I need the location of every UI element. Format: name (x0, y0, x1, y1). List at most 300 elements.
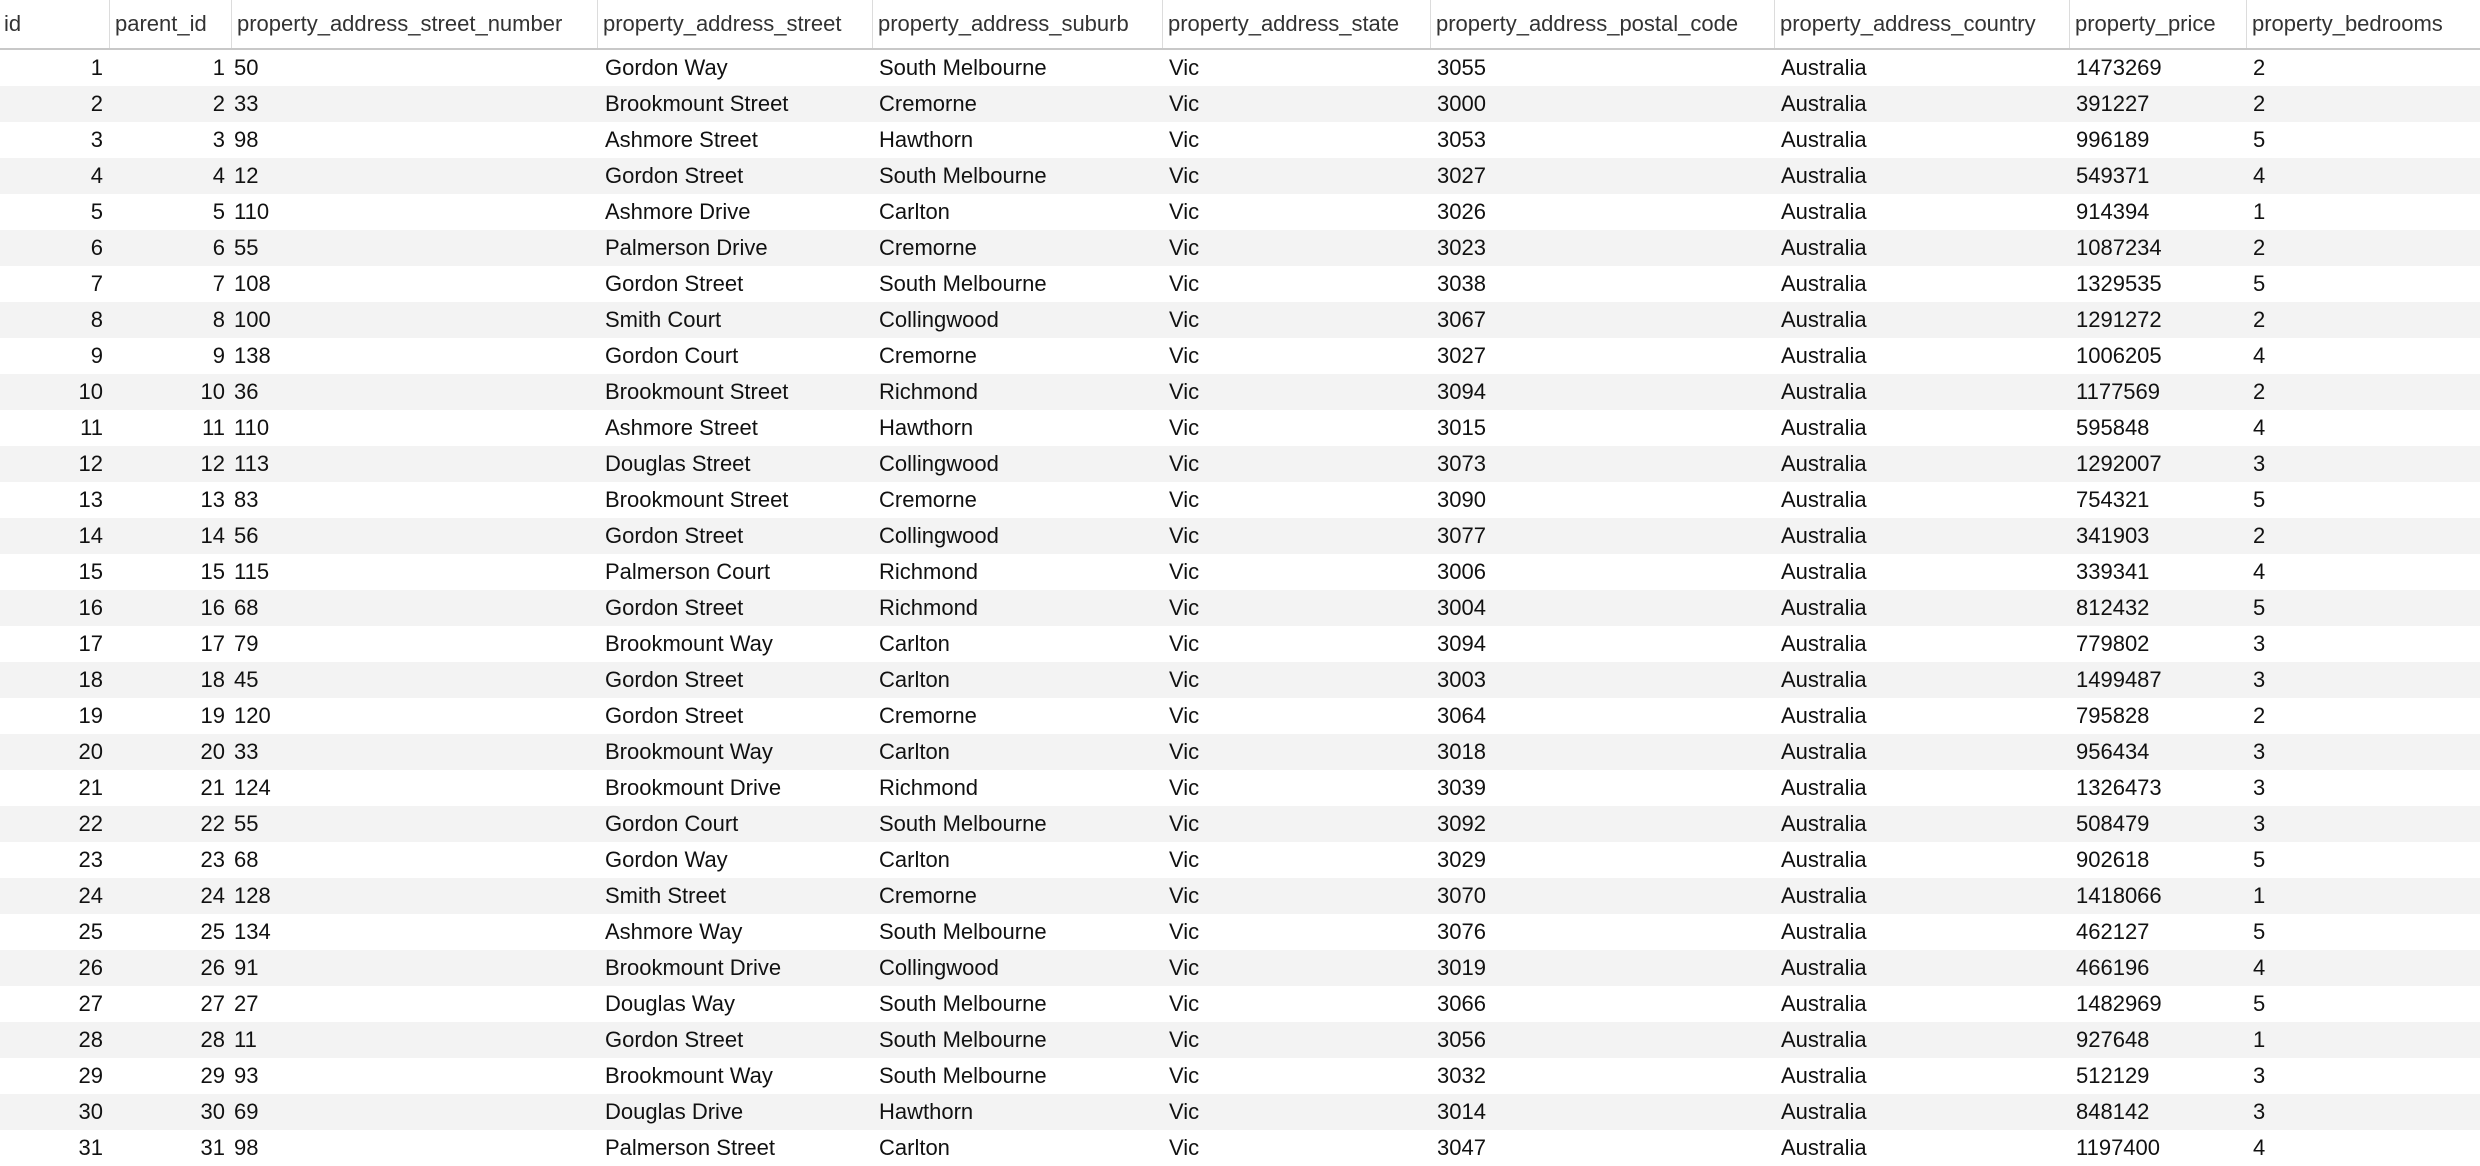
table-row[interactable] (0, 554, 2480, 590)
cell-col-parent-id[interactable]: 23 (200, 847, 225, 872)
cell-col-suburb[interactable]: South Melbourne (879, 55, 1047, 80)
cell-col-street[interactable]: Douglas Way (605, 991, 736, 1016)
cell-col-street-number[interactable]: 91 (234, 955, 259, 980)
cell-col-state[interactable]: Vic (1169, 55, 1200, 80)
cell-col-country[interactable]: Australia (1781, 991, 1867, 1016)
cell-col-suburb[interactable]: Carlton (879, 847, 950, 872)
cell-col-street[interactable]: Brookmount Way (605, 1063, 773, 1088)
cell-col-parent-id[interactable]: 21 (200, 775, 225, 800)
cell-col-street-number[interactable]: 100 (234, 307, 271, 332)
cell-col-state[interactable]: Vic (1169, 595, 1200, 620)
cell-col-price[interactable]: 512129 (2076, 1063, 2150, 1088)
cell-col-country[interactable]: Australia (1781, 811, 1867, 836)
cell-col-bedrooms[interactable]: 5 (2253, 271, 2266, 296)
cell-col-postal-code[interactable]: 3014 (1437, 1099, 1486, 1124)
cell-col-price[interactable]: 1499487 (2076, 667, 2162, 692)
cell-col-price[interactable]: 812432 (2076, 595, 2150, 620)
cell-col-country[interactable]: Australia (1781, 55, 1867, 80)
cell-col-street[interactable]: Gordon Way (605, 847, 728, 872)
cell-col-street[interactable]: Brookmount Street (605, 379, 789, 404)
cell-col-id[interactable]: 23 (78, 847, 103, 872)
cell-col-parent-id[interactable]: 7 (212, 271, 225, 296)
cell-col-suburb[interactable]: Cremorne (879, 343, 977, 368)
table-row[interactable] (0, 230, 2480, 266)
cell-col-id[interactable]: 18 (78, 667, 103, 692)
cell-col-country[interactable]: Australia (1781, 775, 1867, 800)
cell-col-suburb[interactable]: South Melbourne (879, 163, 1047, 188)
cell-col-parent-id[interactable]: 8 (212, 307, 225, 332)
cell-col-state[interactable]: Vic (1169, 775, 1200, 800)
cell-col-price[interactable]: 1482969 (2076, 991, 2162, 1016)
cell-col-bedrooms[interactable]: 5 (2253, 127, 2266, 152)
cell-col-country[interactable]: Australia (1781, 91, 1867, 116)
cell-col-postal-code[interactable]: 3029 (1437, 847, 1486, 872)
header-col-id[interactable]: id (0, 0, 110, 48)
cell-col-id[interactable]: 5 (90, 199, 103, 224)
cell-col-suburb[interactable]: South Melbourne (879, 1027, 1047, 1052)
cell-col-state[interactable]: Vic (1169, 1099, 1200, 1124)
cell-col-id[interactable]: 25 (78, 919, 103, 944)
cell-col-id[interactable]: 12 (78, 451, 103, 476)
cell-col-bedrooms[interactable]: 2 (2253, 703, 2266, 728)
cell-col-parent-id[interactable]: 18 (200, 667, 225, 692)
cell-col-parent-id[interactable]: 15 (200, 559, 225, 584)
cell-col-parent-id[interactable]: 29 (200, 1063, 225, 1088)
table-row[interactable] (0, 338, 2480, 374)
cell-col-street[interactable]: Brookmount Street (605, 91, 789, 116)
cell-col-bedrooms[interactable]: 2 (2253, 379, 2266, 404)
cell-col-street[interactable]: Gordon Court (605, 811, 739, 836)
cell-col-country[interactable]: Australia (1781, 523, 1867, 548)
cell-col-bedrooms[interactable]: 4 (2253, 343, 2266, 368)
cell-col-suburb[interactable]: Richmond (879, 559, 979, 584)
table-row[interactable] (0, 266, 2480, 302)
cell-col-postal-code[interactable]: 3066 (1437, 991, 1486, 1016)
header-col-bedrooms[interactable]: property_bedrooms (2252, 11, 2443, 36)
table-row[interactable] (0, 158, 2480, 194)
cell-col-suburb[interactable]: Cremorne (879, 883, 977, 908)
cell-col-parent-id[interactable]: 3 (212, 127, 225, 152)
cell-col-postal-code[interactable]: 3019 (1437, 955, 1486, 980)
cell-col-state[interactable]: Vic (1169, 559, 1200, 584)
cell-col-id[interactable]: 14 (78, 523, 103, 548)
table-row[interactable] (0, 410, 2480, 446)
cell-col-suburb[interactable]: South Melbourne (879, 919, 1047, 944)
cell-col-street[interactable]: Gordon Street (605, 1027, 744, 1052)
header-col-street[interactable]: property_address_street (598, 0, 873, 48)
table-row[interactable] (0, 914, 2480, 950)
cell-col-street-number[interactable]: 108 (234, 271, 271, 296)
cell-col-id[interactable]: 28 (78, 1027, 103, 1052)
cell-col-street[interactable]: Gordon Street (605, 163, 744, 188)
cell-col-street[interactable]: Gordon Street (605, 271, 744, 296)
cell-col-street-number[interactable]: 33 (234, 739, 259, 764)
cell-col-id[interactable]: 30 (78, 1099, 103, 1124)
header-col-parent-id[interactable]: parent_id (110, 0, 232, 48)
cell-col-suburb[interactable]: South Melbourne (879, 811, 1047, 836)
cell-col-street[interactable]: Douglas Drive (605, 1099, 744, 1124)
cell-col-street[interactable]: Brookmount Way (605, 739, 773, 764)
table-row[interactable] (0, 950, 2480, 986)
cell-col-price[interactable]: 996189 (2076, 127, 2150, 152)
cell-col-street[interactable]: Smith Street (605, 883, 727, 908)
cell-col-bedrooms[interactable]: 4 (2253, 955, 2266, 980)
cell-col-street[interactable]: Smith Court (605, 307, 722, 332)
cell-col-id[interactable]: 21 (78, 775, 103, 800)
table-row[interactable] (0, 482, 2480, 518)
cell-col-id[interactable]: 1 (90, 55, 103, 80)
cell-col-suburb[interactable]: Carlton (879, 631, 950, 656)
table-row[interactable] (0, 878, 2480, 914)
cell-col-street-number[interactable]: 68 (234, 595, 259, 620)
cell-col-country[interactable]: Australia (1781, 415, 1867, 440)
cell-col-suburb[interactable]: Richmond (879, 379, 979, 404)
cell-col-state[interactable]: Vic (1169, 91, 1200, 116)
cell-col-postal-code[interactable]: 3039 (1437, 775, 1486, 800)
table-row[interactable] (0, 302, 2480, 338)
cell-col-parent-id[interactable]: 9 (212, 343, 225, 368)
cell-col-street-number[interactable]: 55 (234, 811, 259, 836)
cell-col-postal-code[interactable]: 3004 (1437, 595, 1486, 620)
table-row[interactable] (0, 986, 2480, 1022)
cell-col-state[interactable]: Vic (1169, 163, 1200, 188)
cell-col-street-number[interactable]: 68 (234, 847, 259, 872)
cell-col-postal-code[interactable]: 3003 (1437, 667, 1486, 692)
cell-col-country[interactable]: Australia (1781, 955, 1867, 980)
table-row[interactable] (0, 446, 2480, 482)
header-col-country[interactable]: property_address_country (1775, 0, 2070, 48)
header-col-street-number[interactable]: property_address_street_number (232, 0, 598, 48)
cell-col-street-number[interactable]: 36 (234, 379, 259, 404)
cell-col-price[interactable]: 848142 (2076, 1099, 2150, 1124)
header-col-price[interactable]: property_price (2070, 0, 2247, 48)
cell-col-price[interactable]: 914394 (2076, 199, 2150, 224)
cell-col-state[interactable]: Vic (1169, 271, 1200, 296)
cell-col-postal-code[interactable]: 3026 (1437, 199, 1486, 224)
cell-col-street-number[interactable]: 138 (234, 343, 271, 368)
cell-col-suburb[interactable]: Cremorne (879, 91, 977, 116)
cell-col-suburb[interactable]: Hawthorn (879, 1099, 974, 1124)
cell-col-bedrooms[interactable]: 3 (2253, 739, 2266, 764)
cell-col-street[interactable]: Gordon Court (605, 343, 739, 368)
header-col-suburb[interactable]: property_address_suburb (873, 0, 1163, 48)
cell-col-bedrooms[interactable]: 2 (2253, 235, 2266, 260)
cell-col-street[interactable]: Gordon Street (605, 703, 744, 728)
cell-col-bedrooms[interactable]: 1 (2253, 199, 2266, 224)
cell-col-state[interactable]: Vic (1169, 703, 1200, 728)
cell-col-country[interactable]: Australia (1781, 451, 1867, 476)
cell-col-postal-code[interactable]: 3077 (1437, 523, 1486, 548)
cell-col-country[interactable]: Australia (1781, 343, 1867, 368)
cell-col-street-number[interactable]: 27 (234, 991, 259, 1016)
table-row[interactable] (0, 734, 2480, 770)
table-row[interactable] (0, 842, 2480, 878)
cell-col-state[interactable]: Vic (1169, 739, 1200, 764)
cell-col-bedrooms[interactable]: 5 (2253, 487, 2266, 512)
cell-col-parent-id[interactable]: 30 (200, 1099, 225, 1124)
cell-col-price[interactable]: 1291272 (2076, 307, 2162, 332)
cell-col-street-number[interactable]: 110 (234, 415, 270, 440)
cell-col-parent-id[interactable]: 31 (200, 1135, 225, 1160)
header-col-postal-code[interactable]: property_address_postal_code (1431, 0, 1775, 48)
cell-col-country[interactable]: Australia (1781, 199, 1867, 224)
cell-col-bedrooms[interactable]: 3 (2253, 631, 2266, 656)
table-row[interactable] (0, 1094, 2480, 1130)
cell-col-street-number[interactable]: 69 (234, 1099, 259, 1124)
cell-col-suburb[interactable]: Carlton (879, 667, 950, 692)
cell-col-postal-code[interactable]: 3056 (1437, 1027, 1486, 1052)
cell-col-suburb[interactable]: Carlton (879, 199, 950, 224)
cell-col-postal-code[interactable]: 3070 (1437, 883, 1486, 908)
header-col-state[interactable]: property_address_state (1163, 0, 1431, 48)
table-row[interactable] (0, 518, 2480, 554)
cell-col-suburb[interactable]: Carlton (879, 739, 950, 764)
cell-col-street-number[interactable]: 120 (234, 703, 271, 728)
cell-col-postal-code[interactable]: 3064 (1437, 703, 1486, 728)
cell-col-suburb[interactable]: Hawthorn (879, 127, 974, 152)
cell-col-price[interactable]: 1197400 (2076, 1135, 2161, 1160)
cell-col-postal-code[interactable]: 3076 (1437, 919, 1486, 944)
cell-col-state[interactable]: Vic (1169, 667, 1200, 692)
cell-col-parent-id[interactable]: 20 (200, 739, 225, 764)
cell-col-street-number[interactable]: 98 (234, 127, 259, 152)
cell-col-postal-code[interactable]: 3055 (1437, 55, 1486, 80)
cell-col-price[interactable]: 339341 (2076, 559, 2150, 584)
cell-col-street[interactable]: Brookmount Way (605, 631, 773, 656)
cell-col-id[interactable]: 26 (78, 955, 103, 980)
cell-col-id[interactable]: 22 (78, 811, 103, 836)
cell-col-postal-code[interactable]: 3023 (1437, 235, 1486, 260)
cell-col-street-number[interactable]: 115 (234, 559, 270, 584)
table-row[interactable] (0, 626, 2480, 662)
table-row[interactable] (0, 194, 2480, 230)
cell-col-country[interactable]: Australia (1781, 883, 1867, 908)
cell-col-state[interactable]: Vic (1169, 127, 1200, 152)
cell-col-country[interactable]: Australia (1781, 1063, 1867, 1088)
cell-col-parent-id[interactable]: 14 (200, 523, 225, 548)
cell-col-postal-code[interactable]: 3094 (1437, 379, 1486, 404)
cell-col-street-number[interactable]: 55 (234, 235, 259, 260)
cell-col-id[interactable]: 31 (78, 1135, 103, 1160)
cell-col-street-number[interactable]: 12 (234, 163, 259, 188)
table-row[interactable] (0, 1058, 2480, 1094)
cell-col-price[interactable]: 902618 (2076, 847, 2150, 872)
cell-col-street-number[interactable]: 128 (234, 883, 271, 908)
cell-col-price[interactable]: 779802 (2076, 631, 2150, 656)
cell-col-postal-code[interactable]: 3015 (1437, 415, 1486, 440)
cell-col-bedrooms[interactable]: 4 (2253, 1135, 2266, 1160)
cell-col-price[interactable]: 1292007 (2076, 451, 2162, 476)
cell-col-country[interactable]: Australia (1781, 559, 1867, 584)
cell-col-suburb[interactable]: South Melbourne (879, 1063, 1047, 1088)
cell-col-state[interactable]: Vic (1169, 1135, 1200, 1160)
cell-col-parent-id[interactable]: 16 (200, 595, 225, 620)
cell-col-state[interactable]: Vic (1169, 991, 1200, 1016)
cell-col-street-number[interactable]: 113 (234, 451, 270, 476)
cell-col-country[interactable]: Australia (1781, 631, 1867, 656)
cell-col-postal-code[interactable]: 3000 (1437, 91, 1486, 116)
table-row[interactable] (0, 662, 2480, 698)
cell-col-price[interactable]: 508479 (2076, 811, 2150, 836)
cell-col-suburb[interactable]: Richmond (879, 595, 979, 620)
cell-col-price[interactable]: 466196 (2076, 955, 2150, 980)
cell-col-parent-id[interactable]: 27 (200, 991, 225, 1016)
cell-col-parent-id[interactable]: 24 (200, 883, 225, 908)
cell-col-country[interactable]: Australia (1781, 487, 1867, 512)
cell-col-state[interactable]: Vic (1169, 631, 1200, 656)
cell-col-parent-id[interactable]: 5 (212, 199, 225, 224)
cell-col-street-number[interactable]: 98 (234, 1135, 259, 1160)
cell-col-price[interactable]: 1087234 (2076, 235, 2162, 260)
cell-col-parent-id[interactable]: 12 (200, 451, 225, 476)
cell-col-id[interactable]: 4 (90, 163, 103, 188)
cell-col-postal-code[interactable]: 3047 (1437, 1135, 1486, 1160)
cell-col-id[interactable]: 20 (78, 739, 103, 764)
cell-col-parent-id[interactable]: 1 (212, 55, 225, 80)
cell-col-country[interactable]: Australia (1781, 235, 1867, 260)
cell-col-price[interactable]: 754321 (2076, 487, 2150, 512)
table-row[interactable] (0, 806, 2480, 842)
cell-col-street[interactable]: Palmerson Street (605, 1135, 775, 1160)
cell-col-country[interactable]: Australia (1781, 1099, 1867, 1124)
table-row[interactable] (0, 86, 2480, 122)
cell-col-state[interactable]: Vic (1169, 487, 1200, 512)
cell-col-id[interactable]: 24 (78, 883, 103, 908)
table-row[interactable] (0, 698, 2480, 734)
cell-col-parent-id[interactable]: 28 (200, 1027, 225, 1052)
cell-col-bedrooms[interactable]: 1 (2253, 1027, 2266, 1052)
cell-col-suburb[interactable]: Cremorne (879, 703, 977, 728)
cell-col-street-number[interactable]: 33 (234, 91, 259, 116)
cell-col-bedrooms[interactable]: 2 (2253, 523, 2266, 548)
cell-col-parent-id[interactable]: 2 (212, 91, 225, 116)
cell-col-parent-id[interactable]: 4 (212, 163, 225, 188)
cell-col-parent-id[interactable]: 13 (200, 487, 225, 512)
cell-col-price[interactable]: 1177569 (2076, 379, 2161, 404)
cell-col-country[interactable]: Australia (1781, 703, 1867, 728)
cell-col-suburb[interactable]: Richmond (879, 775, 979, 800)
cell-col-street-number[interactable]: 11 (234, 1027, 257, 1052)
cell-col-parent-id[interactable]: 19 (200, 703, 225, 728)
cell-col-state[interactable]: Vic (1169, 415, 1200, 440)
cell-col-country[interactable]: Australia (1781, 379, 1867, 404)
cell-col-postal-code[interactable]: 3027 (1437, 343, 1486, 368)
cell-col-street-number[interactable]: 134 (234, 919, 271, 944)
cell-col-suburb[interactable]: South Melbourne (879, 271, 1047, 296)
cell-col-bedrooms[interactable]: 2 (2253, 307, 2266, 332)
cell-col-id[interactable]: 10 (78, 379, 103, 404)
cell-col-id[interactable]: 6 (90, 235, 103, 260)
cell-col-price[interactable]: 462127 (2076, 919, 2150, 944)
cell-col-price[interactable]: 1473269 (2076, 55, 2162, 80)
cell-col-suburb[interactable]: Cremorne (879, 487, 977, 512)
cell-col-price[interactable]: 341903 (2076, 523, 2150, 548)
cell-col-bedrooms[interactable]: 5 (2253, 919, 2266, 944)
cell-col-postal-code[interactable]: 3018 (1437, 739, 1486, 764)
cell-col-suburb[interactable]: South Melbourne (879, 991, 1047, 1016)
cell-col-state[interactable]: Vic (1169, 343, 1200, 368)
cell-col-state[interactable]: Vic (1169, 307, 1200, 332)
cell-col-street-number[interactable]: 79 (234, 631, 259, 656)
cell-col-bedrooms[interactable]: 5 (2253, 595, 2266, 620)
cell-col-id[interactable]: 13 (78, 487, 103, 512)
cell-col-bedrooms[interactable]: 3 (2253, 811, 2266, 836)
cell-col-country[interactable]: Australia (1781, 739, 1867, 764)
cell-col-street[interactable]: Douglas Street (605, 451, 751, 476)
cell-col-suburb[interactable]: Collingwood (879, 955, 999, 980)
cell-col-price[interactable]: 795828 (2076, 703, 2150, 728)
cell-col-bedrooms[interactable]: 3 (2253, 667, 2266, 692)
cell-col-bedrooms[interactable]: 3 (2253, 451, 2266, 476)
cell-col-postal-code[interactable]: 3092 (1437, 811, 1486, 836)
cell-col-id[interactable]: 7 (90, 271, 103, 296)
cell-col-bedrooms[interactable]: 3 (2253, 775, 2266, 800)
cell-col-state[interactable]: Vic (1169, 919, 1200, 944)
cell-col-suburb[interactable]: Carlton (879, 1135, 950, 1160)
cell-col-street[interactable]: Brookmount Drive (605, 775, 782, 800)
cell-col-bedrooms[interactable]: 3 (2253, 1099, 2266, 1124)
cell-col-street-number[interactable]: 56 (234, 523, 259, 548)
cell-col-postal-code[interactable]: 3067 (1437, 307, 1486, 332)
cell-col-street[interactable]: Gordon Street (605, 595, 744, 620)
cell-col-state[interactable]: Vic (1169, 379, 1200, 404)
cell-col-price[interactable]: 595848 (2076, 415, 2150, 440)
cell-col-bedrooms[interactable]: 4 (2253, 415, 2266, 440)
cell-col-id[interactable]: 2 (90, 91, 103, 116)
cell-col-street-number[interactable]: 50 (234, 55, 259, 80)
cell-col-state[interactable]: Vic (1169, 1063, 1200, 1088)
cell-col-country[interactable]: Australia (1781, 271, 1867, 296)
cell-col-state[interactable]: Vic (1169, 883, 1200, 908)
cell-col-state[interactable]: Vic (1169, 847, 1200, 872)
cell-col-street[interactable]: Ashmore Way (605, 919, 743, 944)
cell-col-postal-code[interactable]: 3094 (1437, 631, 1486, 656)
cell-col-bedrooms[interactable]: 5 (2253, 991, 2266, 1016)
cell-col-price[interactable]: 1006205 (2076, 343, 2162, 368)
cell-col-country[interactable]: Australia (1781, 919, 1867, 944)
cell-col-bedrooms[interactable]: 4 (2253, 559, 2266, 584)
cell-col-postal-code[interactable]: 3090 (1437, 487, 1486, 512)
cell-col-street[interactable]: Gordon Street (605, 523, 744, 548)
cell-col-state[interactable]: Vic (1169, 955, 1200, 980)
table-row[interactable] (0, 374, 2480, 410)
cell-col-id[interactable]: 29 (78, 1063, 103, 1088)
cell-col-postal-code[interactable]: 3027 (1437, 163, 1486, 188)
cell-col-street-number[interactable]: 83 (234, 487, 259, 512)
cell-col-country[interactable]: Australia (1781, 127, 1867, 152)
cell-col-street[interactable]: Brookmount Street (605, 487, 789, 512)
cell-col-suburb[interactable]: Collingwood (879, 307, 999, 332)
cell-col-suburb[interactable]: Collingwood (879, 451, 999, 476)
cell-col-price[interactable]: 549371 (2076, 163, 2150, 188)
cell-col-street[interactable]: Palmerson Drive (605, 235, 768, 260)
cell-col-street[interactable]: Palmerson Court (605, 559, 771, 584)
cell-col-price[interactable]: 1418066 (2076, 883, 2162, 908)
cell-col-parent-id[interactable]: 22 (200, 811, 225, 836)
cell-col-id[interactable]: 3 (90, 127, 103, 152)
cell-col-country[interactable]: Australia (1781, 1027, 1867, 1052)
table-row[interactable] (0, 770, 2480, 806)
cell-col-postal-code[interactable]: 3032 (1437, 1063, 1486, 1088)
cell-col-parent-id[interactable]: 6 (212, 235, 225, 260)
cell-col-street[interactable]: Gordon Way (605, 55, 728, 80)
cell-col-price[interactable]: 1326473 (2076, 775, 2162, 800)
cell-col-street[interactable]: Ashmore Street (605, 415, 758, 440)
cell-col-street[interactable]: Brookmount Drive (605, 955, 782, 980)
cell-col-street-number[interactable]: 124 (234, 775, 271, 800)
cell-col-postal-code[interactable]: 3073 (1437, 451, 1486, 476)
cell-col-suburb[interactable]: Collingwood (879, 523, 999, 548)
